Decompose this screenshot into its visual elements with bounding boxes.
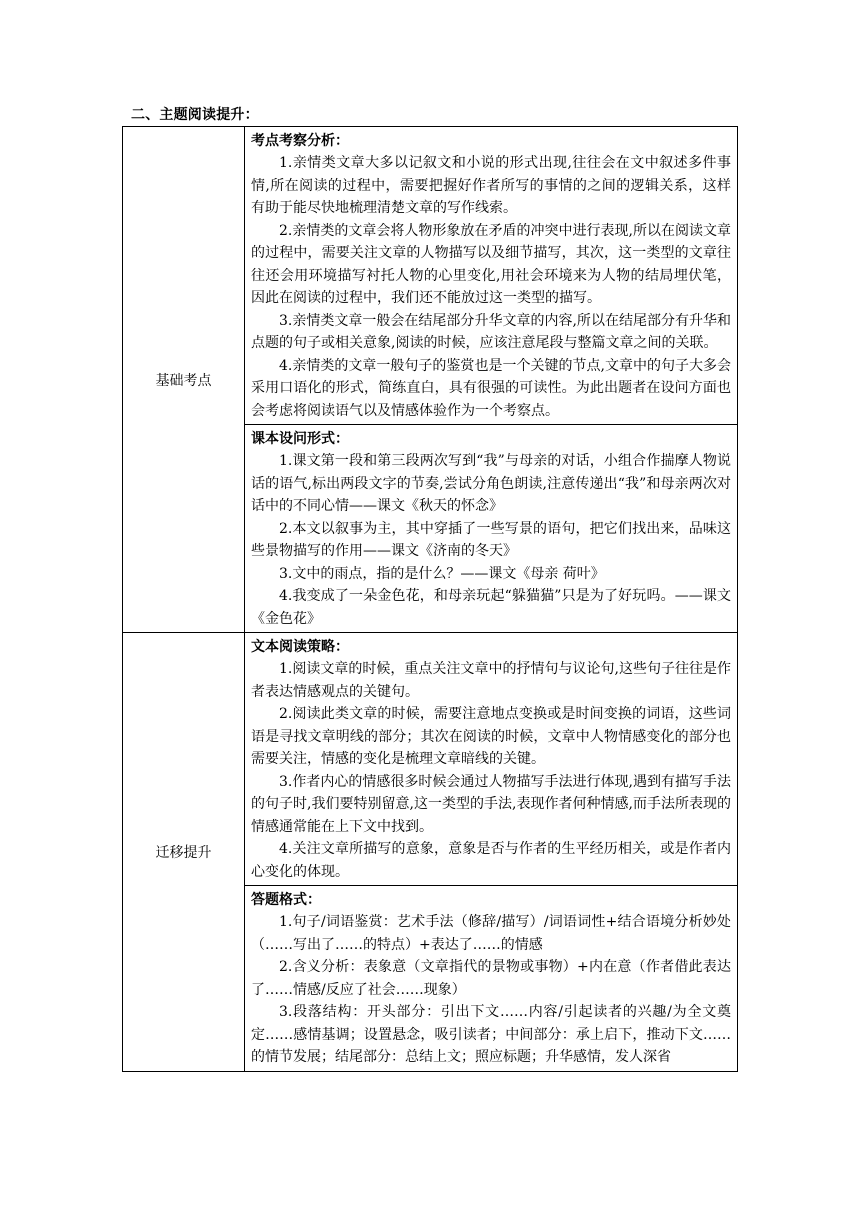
reading-table	[122, 126, 738, 1072]
paragraph: 3.亲情类文章一般会在结尾部分升华文章的内容,所以在结尾部分有升华和点题的句子或相关意象,阅读的时候，应该注意尾段与整篇文章之间的关联。	[251, 312, 731, 351]
table-row	[123, 127, 738, 425]
content-cell	[245, 633, 738, 886]
paragraph: 2.本文以叙事为主，其中穿插了一些写景的语句，把它们找出来，品味这些景物描写的作用——课文《济南的冬天》	[251, 520, 731, 559]
block-title: 文本阅读策略：	[251, 639, 349, 655]
paragraph: 2.阅读此类文章的时候，需要注意地点变换或是时间变换的词语，这些词语是寻找文章明线的部分；其次在阅读的时候，文章中人物情感变化的部分也需要关注，情感的变化是梳理文章暗线的关键。	[251, 706, 731, 767]
block-title: 考点考察分析：	[251, 133, 349, 149]
table-row	[123, 633, 738, 886]
paragraph: 3.文中的雨点，指的是什么？——课文《母亲 荷叶》	[279, 565, 605, 582]
content-cell	[245, 127, 738, 425]
block-title: 答题格式：	[251, 892, 321, 908]
paragraph: 1.句子/词语鉴赏：艺术手法（修辞/描写）/词语词性+结合语境分析妙处（……写出了……的特点）+表达了……的情感	[251, 914, 731, 953]
paragraph: 1.亲情类文章大多以记叙文和小说的形式出现,往往会在文中叙述多件事情,所在阅读的过程中，需要把握好作者所写的事情的之间的逻辑关系，这样有助于能尽快地梳理清楚文章的写作线索。	[251, 155, 731, 216]
content-cell	[245, 425, 738, 633]
paragraph: 4.亲情类的文章一般句子的鉴赏也是一个关键的节点,文章中的句子大多会采用口语化的形式，简练直白，具有很强的可读性。为此出题者在设问方面也会考虑将阅读语气以及情感体验作为一个考察点。	[251, 357, 731, 419]
paragraph: 2.亲情类的文章会将人物形象放在矛盾的冲突中进行表现,所以在阅读文章的过程中，需要关注文章的人物描写以及细节描写，其次，这一类型的文章往往还会用环境描写衬托人物的心里变化,用社会环境来为人物的结局埋伏笔，因此在阅读的过程中，我们还不能放过这一类型的描写。	[251, 222, 731, 306]
paragraph: 4.我变成了一朵金色花，和母亲玩起“躲猫猫”只是为了好玩吗。——课文《金色花》	[251, 588, 731, 627]
paragraph: 3.作者内心的情感很多时候会通过人物描写手法进行体现,遇到有描写手法的句子时,我们要特别留意,这一类型的手法,表现作者何种情感,而手法所表现的情感通常能在上下文中找到。	[251, 773, 731, 835]
paragraph: 2.含义分析：表象意（文章指代的景物或事物）+内在意（作者借此表达了……情感/反应了社会……现象）	[251, 959, 731, 998]
paragraph: 3.段落结构：开头部分：引出下文……内容/引起读者的兴趣/为全文奠定……感情基调；设置悬念，吸引读者；中间部分：承上启下，推动下文……的情节发展；结尾部分：总结上文；照应标题；升华感情，发人深省	[251, 1004, 731, 1065]
row-label: 迁移提升	[123, 633, 245, 1072]
row-label: 基础考点	[123, 127, 245, 633]
block-title: 课本设问形式：	[251, 431, 349, 447]
paragraph: 1.课文第一段和第三段两次写到“我”与母亲的对话，小组合作揣摩人物说话的语气,标出两段文字的节奏,尝试分角色朗读,注意传递出“我”和母亲两次对话中的不同心情——课文《秋天的怀念》	[251, 453, 731, 514]
paragraph: 1.阅读文章的时候，重点关注文章中的抒情句与议论句,这些句子往往是作者表达情感观点的关键句。	[251, 661, 731, 700]
section-title: 二、主题阅读提升：	[131, 107, 259, 123]
content-cell	[245, 886, 738, 1072]
paragraph: 4.关注文章所描写的意象，意象是否与作者的生平经历相关，或是作者内心变化的体现。	[251, 841, 731, 880]
